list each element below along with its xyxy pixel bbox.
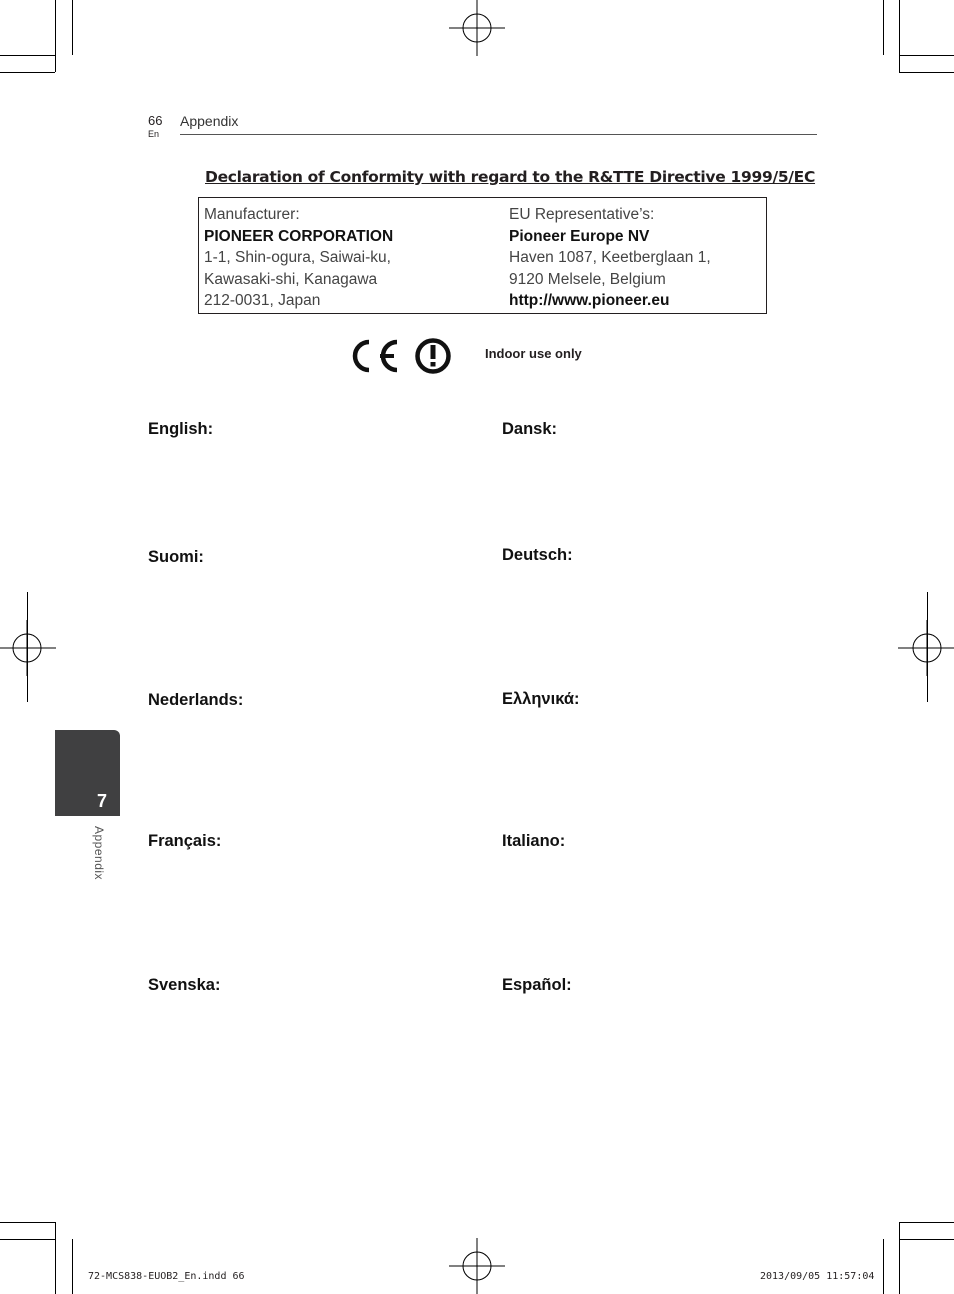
crop-mark xyxy=(0,55,55,56)
language-heading-english: English: xyxy=(148,420,214,438)
registration-mark-icon xyxy=(0,620,56,676)
crop-mark xyxy=(899,1239,954,1240)
crop-mark xyxy=(27,592,28,702)
crop-mark xyxy=(899,1222,954,1223)
indoor-use-note: Indoor use only xyxy=(485,346,582,361)
page-title: Declaration of Conformity with regard to the R&TTE Directive 1999/5/EC xyxy=(205,168,816,186)
language-heading-dansk: Dansk: xyxy=(502,420,558,438)
crop-mark xyxy=(883,0,884,55)
language-code: En xyxy=(148,129,160,139)
page-number: 66 xyxy=(148,113,163,128)
chapter-number: 7 xyxy=(97,791,108,811)
manufacturer-address-line: Kawasaki-shi, Kanagawa xyxy=(204,270,378,288)
manufacturer-name: PIONEER CORPORATION xyxy=(204,227,394,245)
registration-mark-icon xyxy=(449,0,505,56)
manufacturer-address-line: 1-1, Shin-ogura, Saiwai-ku, xyxy=(204,249,391,266)
crop-mark xyxy=(883,1239,884,1294)
language-heading-francais: Français: xyxy=(148,832,222,850)
eu-representative-address-line: Haven 1087, Keetberglaan 1, xyxy=(509,249,711,266)
registration-mark-icon xyxy=(898,620,954,676)
eu-representative-address-line: 9120 Melsele, Belgium xyxy=(509,270,666,288)
chapter-tab xyxy=(55,730,120,816)
crop-mark xyxy=(899,0,900,72)
website-link[interactable]: http://www.pioneer.eu xyxy=(509,292,670,309)
crop-mark xyxy=(72,0,73,55)
language-heading-espanol: Español: xyxy=(502,976,572,994)
eu-representative-label: EU Representative’s: xyxy=(509,206,655,223)
crop-mark xyxy=(72,1239,73,1294)
contact-info-box xyxy=(198,197,767,314)
eu-representative-block xyxy=(509,204,711,312)
language-heading-svenska: Svenska: xyxy=(148,976,221,994)
manufacturer-label: Manufacturer: xyxy=(204,206,300,223)
header-divider xyxy=(180,134,817,135)
crop-mark xyxy=(0,1239,55,1240)
chapter-label: Appendix xyxy=(92,826,106,881)
manufacturer-address-line: 212-0031, Japan xyxy=(204,292,321,309)
crop-mark xyxy=(0,1222,55,1223)
language-heading-italiano: Italiano: xyxy=(502,832,566,850)
footer-timestamp: 2013/09/05 11:57:04 xyxy=(760,1271,875,1282)
registration-mark-icon xyxy=(449,1238,505,1294)
language-heading-suomi: Suomi: xyxy=(148,548,204,566)
crop-mark xyxy=(899,72,954,73)
crop-mark xyxy=(55,0,56,72)
footer-file-info: 72-MCS838-EUOB2_En.indd 66 xyxy=(88,1271,245,1282)
section-title: Appendix xyxy=(180,113,239,129)
crop-mark xyxy=(927,592,928,702)
ce-mark-icon xyxy=(345,337,453,375)
crop-mark xyxy=(899,1222,900,1294)
crop-mark xyxy=(899,55,954,56)
eu-representative-name: Pioneer Europe NV xyxy=(509,227,650,245)
manufacturer-block xyxy=(204,204,393,312)
language-heading-deutsch: Deutsch: xyxy=(502,546,573,564)
language-heading-ellinika: Ελληνικά: xyxy=(502,690,580,708)
crop-mark xyxy=(55,1222,56,1294)
exclamation-circle-icon xyxy=(418,341,449,372)
language-heading-nederlands: Nederlands: xyxy=(148,691,244,709)
crop-mark xyxy=(0,72,55,73)
